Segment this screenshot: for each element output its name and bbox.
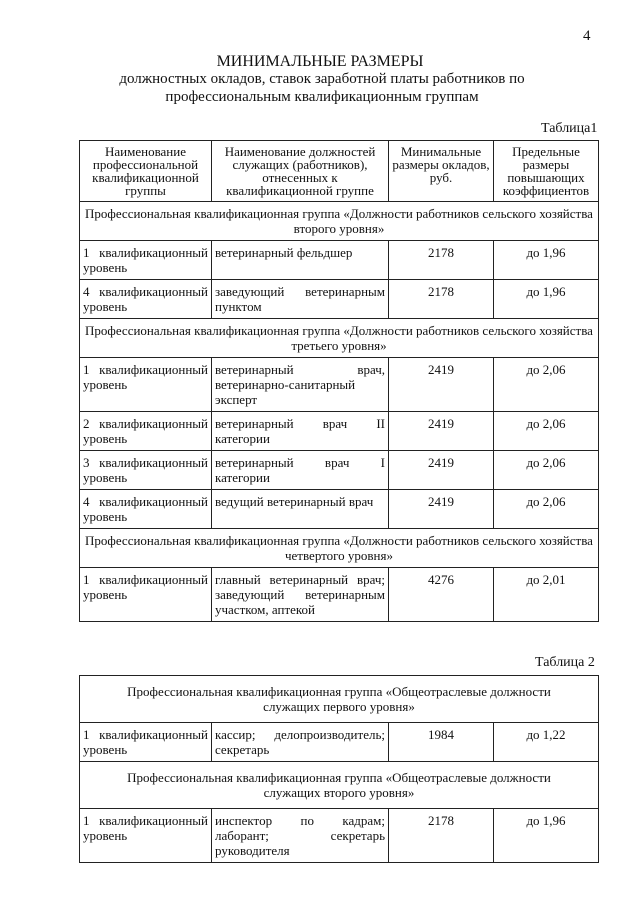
position-names: кассир; делопроизводитель; секретарь [212, 723, 389, 762]
level-tail: уровень [83, 742, 128, 757]
group-name: Профессиональная квалификационная группа «Должности работников сельского хозяйства третьего уровня» [80, 319, 599, 358]
min-salary: 1984 [389, 723, 494, 762]
max-coefficient: до 1,96 [494, 241, 599, 280]
level-word: квалификационный [99, 572, 208, 587]
group-name: Профессиональная квалификационная группа «Общеотраслевые должности служащих второго уровня» [80, 762, 599, 809]
qualification-level [80, 723, 212, 762]
table2-body [80, 676, 599, 863]
level-line [83, 245, 208, 260]
min-salary: 2419 [389, 490, 494, 529]
level-word: квалификационный [99, 245, 208, 260]
level-line [83, 727, 208, 742]
table-row [80, 280, 599, 319]
salary-table-1 [79, 140, 599, 622]
level-tail: уровень [83, 377, 128, 392]
level-line [83, 362, 208, 377]
level-number: 1 [83, 245, 90, 260]
level-number: 1 [83, 727, 90, 742]
level-number: 4 [83, 284, 90, 299]
max-coefficient: до 2,06 [494, 451, 599, 490]
level-line [83, 494, 208, 509]
group-row [80, 202, 599, 241]
group-row [80, 529, 599, 568]
level-word: квалификационный [99, 455, 208, 470]
table1-body [80, 202, 599, 622]
group-name: Профессиональная квалификационная группа «Должности работников сельского хозяйства второго уровня» [80, 202, 599, 241]
header-coefficients: Предельные размеры повышающих коэффициентов [494, 141, 599, 202]
qualification-level [80, 809, 212, 863]
position-names: заведующий ветеринарным пунктом [212, 280, 389, 319]
level-word: квалификационный [99, 284, 208, 299]
level-tail: уровень [83, 299, 128, 314]
position-names: ветеринарный фельдшер [212, 241, 389, 280]
position-names: главный ветеринарный врач; заведующий ветеринарным участком, аптекой [212, 568, 389, 622]
level-word: квалификационный [99, 494, 208, 509]
position-names: инспектор по кадрам; лаборант; секретарь руководителя [212, 809, 389, 863]
level-line [83, 813, 208, 828]
qualification-level [80, 412, 212, 451]
group-row [80, 319, 599, 358]
min-salary: 2178 [389, 280, 494, 319]
qualification-level [80, 490, 212, 529]
max-coefficient: до 2,06 [494, 412, 599, 451]
level-number: 2 [83, 416, 90, 431]
table-header-row [80, 141, 599, 202]
max-coefficient: до 2,06 [494, 490, 599, 529]
level-tail: уровень [83, 587, 128, 602]
level-word: квалификационный [99, 362, 208, 377]
level-tail: уровень [83, 260, 128, 275]
min-salary: 2178 [389, 809, 494, 863]
min-salary: 4276 [389, 568, 494, 622]
level-number: 1 [83, 572, 90, 587]
qualification-level [80, 241, 212, 280]
table-row [80, 723, 599, 762]
level-tail: уровень [83, 509, 128, 524]
table2-caption: Таблица 2 [535, 655, 595, 670]
level-number: 3 [83, 455, 90, 470]
max-coefficient: до 1,22 [494, 723, 599, 762]
min-salary: 2419 [389, 451, 494, 490]
min-salary: 2419 [389, 358, 494, 412]
qualification-level [80, 358, 212, 412]
document-subtitle: должностных окладов, ставок заработной платы работников по профессиональным квалификационным группам [119, 71, 525, 105]
position-names: ветеринарный врач, ветеринарно-санитарный эксперт [212, 358, 389, 412]
level-word: квалификационный [99, 727, 208, 742]
max-coefficient: до 2,01 [494, 568, 599, 622]
group-name: Профессиональная квалификационная группа «Должности работников сельского хозяйства четвертого уровня» [80, 529, 599, 568]
position-names: ветеринарный врач I категории [212, 451, 389, 490]
level-word: квалификационный [99, 813, 208, 828]
table-row [80, 490, 599, 529]
group-row [80, 676, 599, 723]
min-salary: 2419 [389, 412, 494, 451]
salary-table-2 [79, 675, 599, 863]
header-group-name: Наименование профессиональной квалификационной группы [80, 141, 212, 202]
table-row [80, 241, 599, 280]
level-line [83, 572, 208, 587]
qualification-level [80, 568, 212, 622]
level-number: 4 [83, 494, 90, 509]
min-salary: 2178 [389, 241, 494, 280]
group-name: Профессиональная квалификационная группа «Общеотраслевые должности служащих первого уровня» [80, 676, 599, 723]
level-tail: уровень [83, 470, 128, 485]
level-word: квалификационный [99, 416, 208, 431]
table1-caption: Таблица1 [541, 121, 598, 136]
qualification-level [80, 280, 212, 319]
qualification-level [80, 451, 212, 490]
page-number: 4 [583, 28, 591, 44]
header-min-salary: Минимальные размеры окладов, руб. [389, 141, 494, 202]
level-line [83, 284, 208, 299]
level-tail: уровень [83, 828, 128, 843]
position-names: ветеринарный врач II категории [212, 412, 389, 451]
table-row [80, 451, 599, 490]
document-title: МИНИМАЛЬНЫЕ РАЗМЕРЫ [216, 53, 424, 70]
level-number: 1 [83, 813, 90, 828]
table-row [80, 358, 599, 412]
position-names: ведущий ветеринарный врач [212, 490, 389, 529]
table-row [80, 809, 599, 863]
group-row [80, 762, 599, 809]
level-line [83, 455, 208, 470]
level-tail: уровень [83, 431, 128, 446]
header-positions: Наименование должностей служащих (работников), отнесенных к квалификационной группе [212, 141, 389, 202]
max-coefficient: до 1,96 [494, 809, 599, 863]
table-row [80, 412, 599, 451]
level-number: 1 [83, 362, 90, 377]
table-row [80, 568, 599, 622]
max-coefficient: до 2,06 [494, 358, 599, 412]
max-coefficient: до 1,96 [494, 280, 599, 319]
level-line [83, 416, 208, 431]
